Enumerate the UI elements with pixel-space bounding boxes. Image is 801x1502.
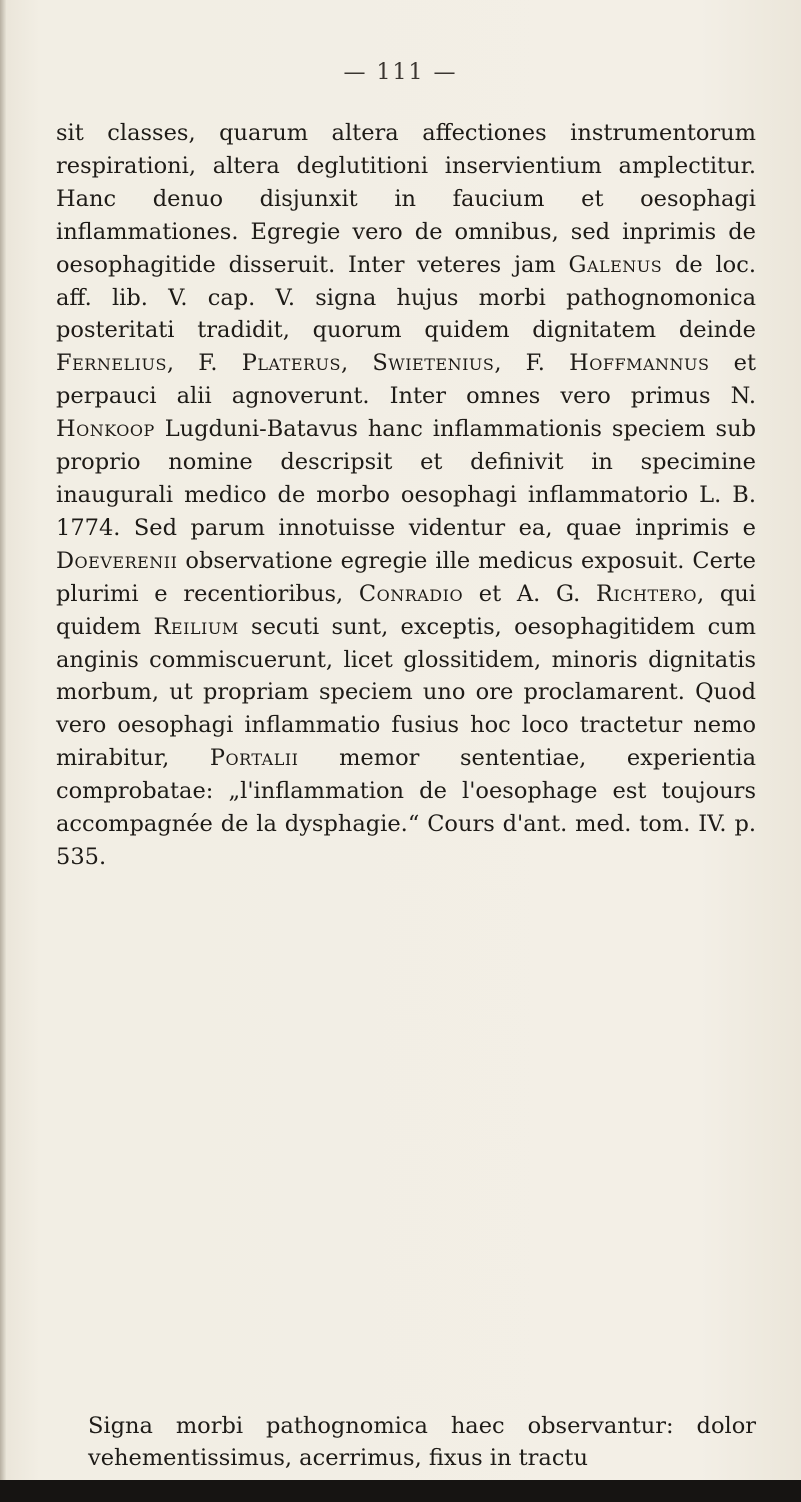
paragraph-text-2: Signa morbi pathognomica haec observantur: dolor vehementissimus, acerrimus, fixus in tractu [88, 1412, 756, 1472]
author-name: Doeverenii [56, 547, 178, 574]
author-name: Platerus [241, 350, 342, 377]
text-segment: Lugduni-Batavus hanc inflammationis speciem sub proprio nomine descripsit et definivit in specimine inaugurali medico de morbo oesophagi inflammatorio L. B. 1774. Sed parum innotuisse videntur ea, quae inprimis e [56, 416, 756, 541]
main-paragraph [56, 117, 756, 874]
author-name: Swietenius [372, 350, 495, 377]
text-segment: , [341, 350, 373, 377]
author-name: Richtero [596, 580, 698, 607]
text-segment: , F. [166, 350, 242, 377]
text-segment: memor sententiae, experientia comprobatae: „l'inflammation de l'oesophage est toujours accompagnée de la dysphagie.“ Cours d'ant. med. tom. IV. p. 535. [56, 745, 756, 870]
text-segment: , qui quidem [56, 580, 756, 640]
author-name: Conradio [358, 580, 464, 607]
scan-bottom-edge [0, 1480, 801, 1502]
author-name: Hoffmannus [569, 350, 710, 377]
text-segment: de loc. aff. lib. V. cap. V. signa hujus morbi pathognomonica posteritati tradidit, quorum quidem dignitatem deinde [56, 251, 756, 344]
paragraph-text [56, 117, 756, 874]
text-segment: et perpauci alii agnoverunt. Inter omnes vero primus N. [56, 350, 757, 410]
author-name: Honkoop [56, 416, 155, 443]
author-name: Fernelius [56, 350, 167, 377]
text-segment: et A. G. [463, 580, 597, 607]
page-binding-edge [0, 0, 6, 1502]
page-number-header: — 111 — [343, 60, 458, 85]
author-name: Portalii [209, 745, 299, 772]
text-segment: , F. [494, 350, 570, 377]
text-segment: secuti sunt, exceptis, oesophagitidem cum anginis commiscuerunt, licet glossitidem, minoris dignitatis morbum, ut propriam speciem uno ore proclamarent. Quod vero oesophagi inflammatio fusius hoc loco tractetur nemo mirabitur, [56, 613, 756, 772]
text-segment: observatione egregie ille medicus exposuit. Certe plurimi e recentioribus, [56, 547, 756, 607]
author-name: Reilium [153, 613, 239, 640]
author-name: Galenus [568, 251, 663, 278]
text-segment: sit classes, quarum altera affectiones instrumentorum respirationi, altera deglutitioni inservientium amplectitur. Hanc denuo disjunxit in faucium et oesophagi inflammationes. Egregie vero de omnibus, sed inprimis de oesophagitide disseruit. Inter veteres jam [56, 120, 756, 278]
